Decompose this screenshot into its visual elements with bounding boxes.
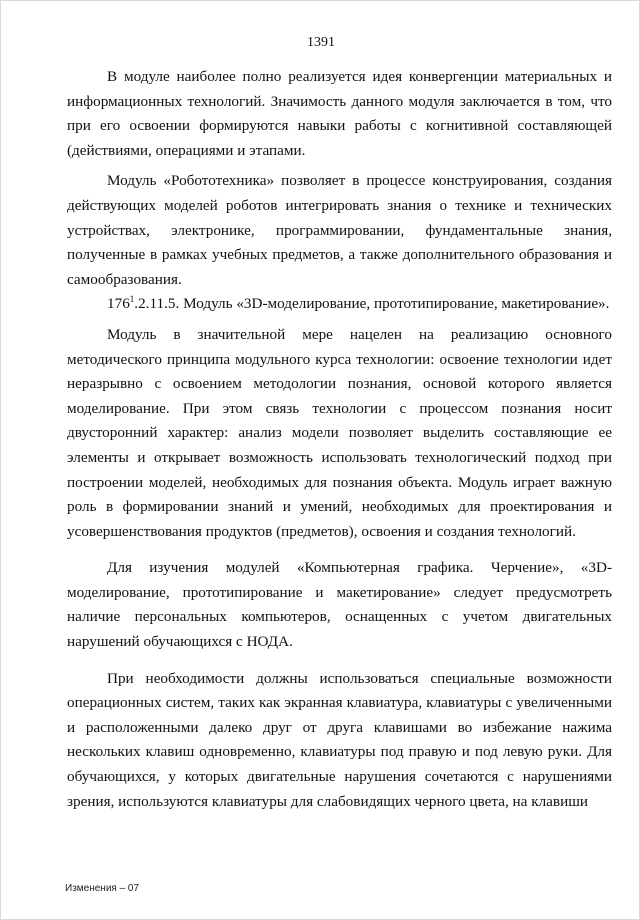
section-heading [67,292,612,317]
section-title: .2.11.5. Модуль «3D-моделирование, прототипирование, макетирование». [134,295,610,313]
document-body [67,65,612,814]
paragraph-modeling: Модуль в значительной мере нацелен на реализацию основного методического принципа модульного курса технологии: освоение технологии идет неразрывно с освоением методологии познания, основой которого является моделирование. При этом связь технологии с процессом познания носит двусторонний характер: анализ модели позволяет выделить составляющие ее элементы и открывает возможность использовать технологический подход при построении моделей, необходимых для познания объекта. Модуль играет важную роль в формировании знаний и умений, необходимых для проектирования и усовершенствования продуктов (предметов), освоения и создания технологий. [67,325,612,540]
section-number-superscript: 1 [129,294,135,305]
footer-note: Изменения – 07 [65,883,140,894]
section-number: 176 [107,295,130,313]
paragraph-computers: Для изучения модулей «Компьютерная графика. Черчение», «3D-моделирование, прототипирование и макетирование» следует предусмотреть наличие персональных компьютеров, оснащенных с учетом двигательных нарушений обучающихся с НОДА. [67,559,612,651]
paragraph-convergence: В модуле наиболее полно реализуется идея конвергенции материальных и информационных технологий. Значимость данного модуля заключается в том, что при его освоении формируются навыки работы с когнитивной составляющей (действиями, операциями и этапами. [67,68,612,159]
page-number: 1391 [307,35,335,50]
paragraph-robotics: Модуль «Робототехника» позволяет в процессе конструирования, создания действующих моделей роботов интегрировать знания о технике и технических устройствах, электронике, программировании, фундаментальные знания, полученные в рамках учебных предметов, а также дополнительного образования и самообразования. [67,172,612,288]
paragraph-keyboards: При необходимости должны использоваться специальные возможности операционных систем, таких как экранная клавиатура, клавиатуры с увеличенными и расположенными далеко друг от друга клавишами во избежание нажима нескольких клавиш одновременно, клавиатуры под правую и под левую руки. Для обучающихся, у которых двигательные нарушения сочетаются с нарушениями зрения, используются клавиатуры для слабовидящих черного цвета, на клавиши [67,669,612,810]
